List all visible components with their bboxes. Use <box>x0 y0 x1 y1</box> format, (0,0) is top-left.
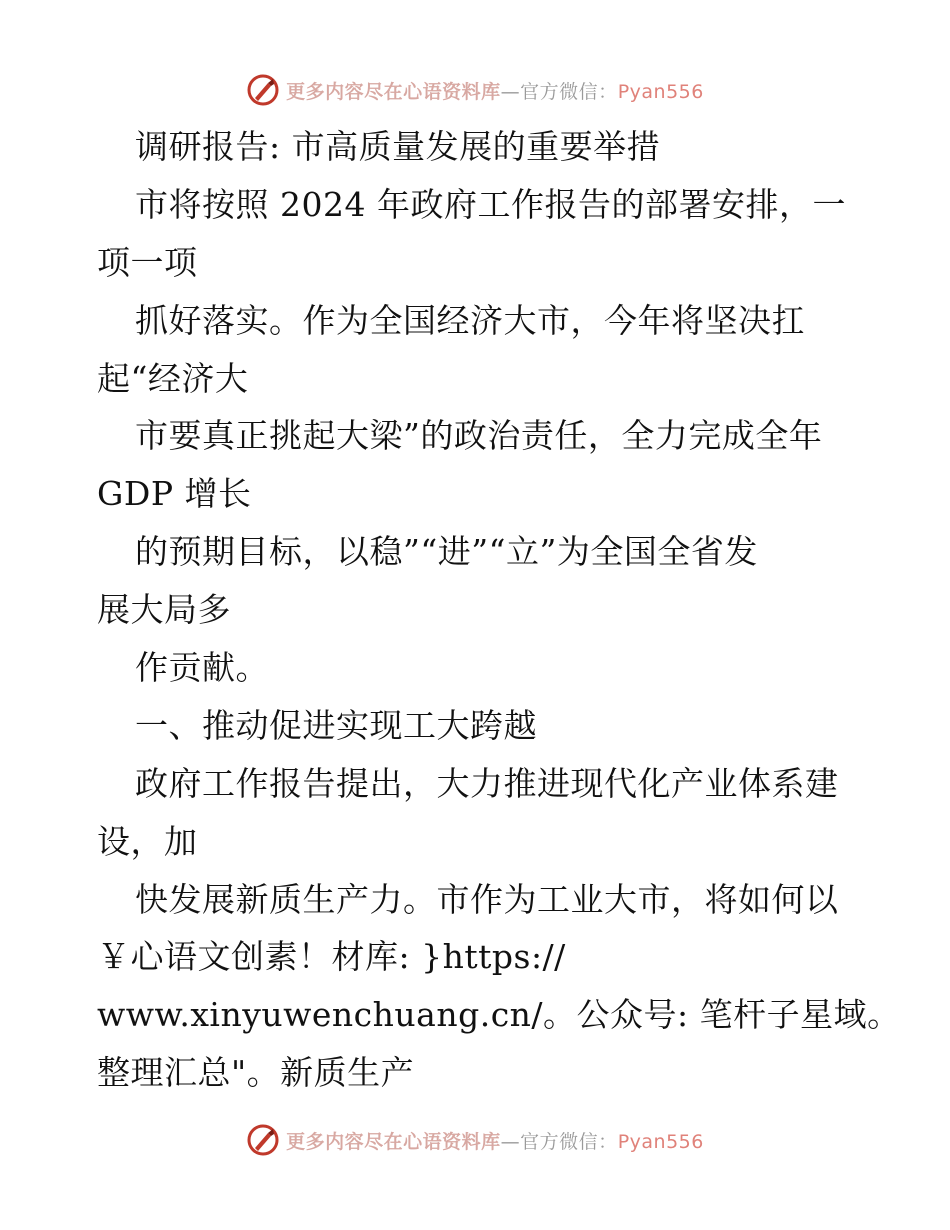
pen-nib-circle-icon <box>246 1123 280 1157</box>
paragraph-line: ￥心语文创素！材库: }https:// <box>97 937 566 977</box>
paragraph-line: 政府工作报告提出，大力推进现代化产业体系建 <box>135 763 839 803</box>
watermark-separator: — <box>500 1130 521 1153</box>
header-watermark <box>0 70 950 110</box>
paragraph-line: 作贡献。 <box>135 648 269 688</box>
watermark-wechat-label: 官方微信： <box>520 80 618 103</box>
paragraph-line: 快发展新质生产力。市作为工业大市，将如何以 <box>135 879 839 919</box>
paragraph-line: 抓好落实。作为全国经济大市，今年将坚决扛 <box>135 300 805 340</box>
section-heading: 一、推动促进实现工大跨越 <box>135 705 537 745</box>
watermark-wechat-id: Pyan556 <box>617 80 704 103</box>
paragraph-line: GDP 增长 <box>97 474 252 514</box>
paragraph-line: 项一项 <box>97 242 198 282</box>
document-body <box>97 118 901 1102</box>
paragraph-line: 展大局多 <box>97 590 231 630</box>
watermark-brand: 更多内容尽在心语资料库 <box>286 1130 501 1153</box>
paragraph-line: 设，加 <box>97 821 198 861</box>
paragraph-line: www.xinyuwenchuang.cn/。公众号: 笔杆子星域。 <box>97 995 901 1035</box>
watermark-text <box>286 77 704 104</box>
pen-nib-circle-icon <box>246 73 280 107</box>
watermark-separator: — <box>500 80 521 103</box>
paragraph-line: 整理汇总"。新质生产 <box>97 1053 415 1093</box>
paragraph-line: 的预期目标，以稳”“进”“立”为全国全省发 <box>135 532 758 572</box>
watermark-brand: 更多内容尽在心语资料库 <box>286 80 501 103</box>
watermark-wechat-label: 官方微信： <box>520 1130 618 1153</box>
paragraph-line: 起“经济大 <box>97 358 249 398</box>
paragraph-line: 市将按照 2024 年政府工作报告的部署安排，一 <box>135 184 846 224</box>
watermark-text <box>286 1127 704 1154</box>
footer-watermark <box>0 1120 950 1160</box>
watermark-wechat-id: Pyan556 <box>617 1130 704 1153</box>
document-title: 调研报告: 市高质量发展的重要举措 <box>135 127 661 166</box>
paragraph-line: 市要真正挑起大梁”的政治责任，全力完成全年 <box>135 416 823 456</box>
